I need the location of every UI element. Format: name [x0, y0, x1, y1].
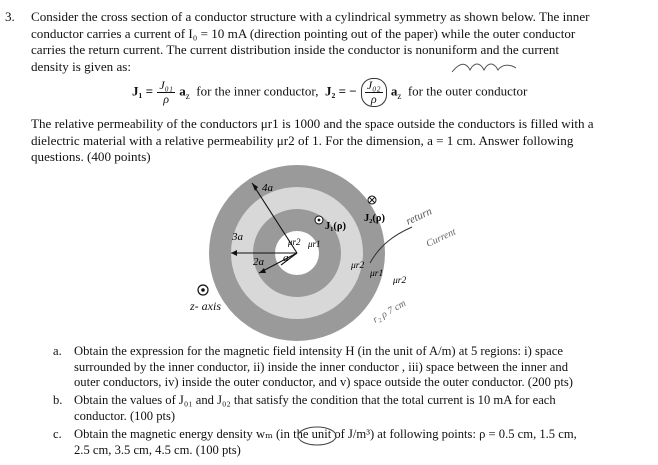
question-line: surrounded by the inner conductor, ii) inside the inner conductor , iii) space between the inner and: [74, 359, 568, 374]
eq-j2-left: J₂ = −: [324, 83, 357, 99]
permeability-paragraph: [31, 116, 594, 166]
eq-j1-unit-sub: z: [185, 91, 190, 102]
question-line: Obtain the values of J₀₁ and J₀₂ that satisfy the condition that the total current is 10 mA for each: [74, 393, 556, 407]
eq-j1-unit-vector: a: [179, 83, 186, 99]
problem-number: 3.: [5, 9, 15, 24]
j1-dot: [318, 219, 321, 222]
eq-j1-fraction: [157, 79, 175, 106]
question-b-label: b.: [53, 393, 63, 407]
eq-j1-description: for the inner conductor,: [196, 83, 319, 99]
eq-j2-fraction: [361, 78, 387, 107]
perm-line: dielectric material with a relative permeability μr2 of 1. For the dimension, a = 1 cm. Answer following: [31, 132, 574, 148]
intro-line: carries the return current. The current distribution inside the conductor is nonuniform and the current: [31, 42, 560, 57]
eq-j1-denominator: ρ: [163, 92, 170, 106]
question-b-text: [74, 393, 556, 424]
eq-j1-left: J₁ =: [132, 83, 154, 99]
eq-j1-numerator: J₀₁: [159, 78, 173, 92]
label-a: a: [283, 252, 289, 264]
label-mu-r1-outer: μr1: [370, 269, 384, 279]
question-c-label: c.: [53, 427, 62, 441]
handwritten-squiggle: [450, 60, 520, 76]
perm-line: questions. (400 points): [31, 149, 151, 164]
question-line: 2.5 cm, 3.5 cm, 4.5 cm. (100 pts): [74, 442, 241, 457]
z-axis-label: z- axis: [190, 299, 221, 313]
label-mu-r2-gap: μr2: [351, 261, 365, 271]
question-a-label: a.: [53, 344, 62, 358]
question-line: Obtain the magnetic energy density wₘ (in the unit of J/m³) at following points: ρ = 0.5 cm, 1.5 cm,: [74, 427, 577, 441]
intro-line: conductor carries a current of I₀ = 10 mA (direction pointing out of the paper) while the outer conductor: [31, 25, 576, 41]
label-4a: 4a: [262, 182, 273, 194]
perm-line: The relative permeability of the conductors μr1 is 1000 and the space outside the conductors is filled with a: [31, 116, 594, 131]
question-a-text: [74, 344, 573, 391]
label-2a: 2a: [253, 256, 264, 268]
label-mu-r2-hollow: μr2: [288, 237, 301, 247]
intro-line: density is given as:: [31, 58, 132, 74]
cross-section-figure: [180, 165, 480, 343]
eq-j2-description: for the outer conductor: [407, 83, 528, 99]
question-line: outer conductors, iv) inside the outer conductor, and v) space outside the outer conductor. (200 pts): [74, 375, 573, 389]
eq-j2-numerator: J₀₂: [366, 78, 381, 92]
label-mu-r1-inner: μr1: [308, 239, 321, 249]
handwritten-current: Current: [424, 226, 458, 250]
label-j1: J₁(ρ): [325, 221, 347, 232]
question-line: conductor. (100 pts): [74, 408, 176, 423]
question-line: Obtain the expression for the magnetic field intensity H (in the unit of A/m) at 5 regions: i) space: [74, 344, 563, 358]
handwritten-return: return: [404, 205, 434, 228]
label-j2: J₂(ρ): [364, 213, 386, 224]
label-3a: 3a: [232, 231, 243, 243]
z-axis-marker: [196, 283, 210, 297]
current-density-equations: [132, 78, 527, 107]
handwritten-note-rho: r₂ ρ 7 cm: [371, 297, 408, 326]
handwritten-circle-wm: [296, 425, 338, 447]
eq-j2-unit-sub: z: [397, 91, 402, 102]
eq-j2-denominator: ρ: [370, 92, 377, 106]
intro-line: Consider the cross section of a conductor structure with a cylindrical symmetry as shown below. The inner: [31, 9, 590, 24]
eq-j2-unit-vector: a: [390, 83, 398, 99]
label-mu-r2-outside: μr2: [393, 276, 407, 286]
